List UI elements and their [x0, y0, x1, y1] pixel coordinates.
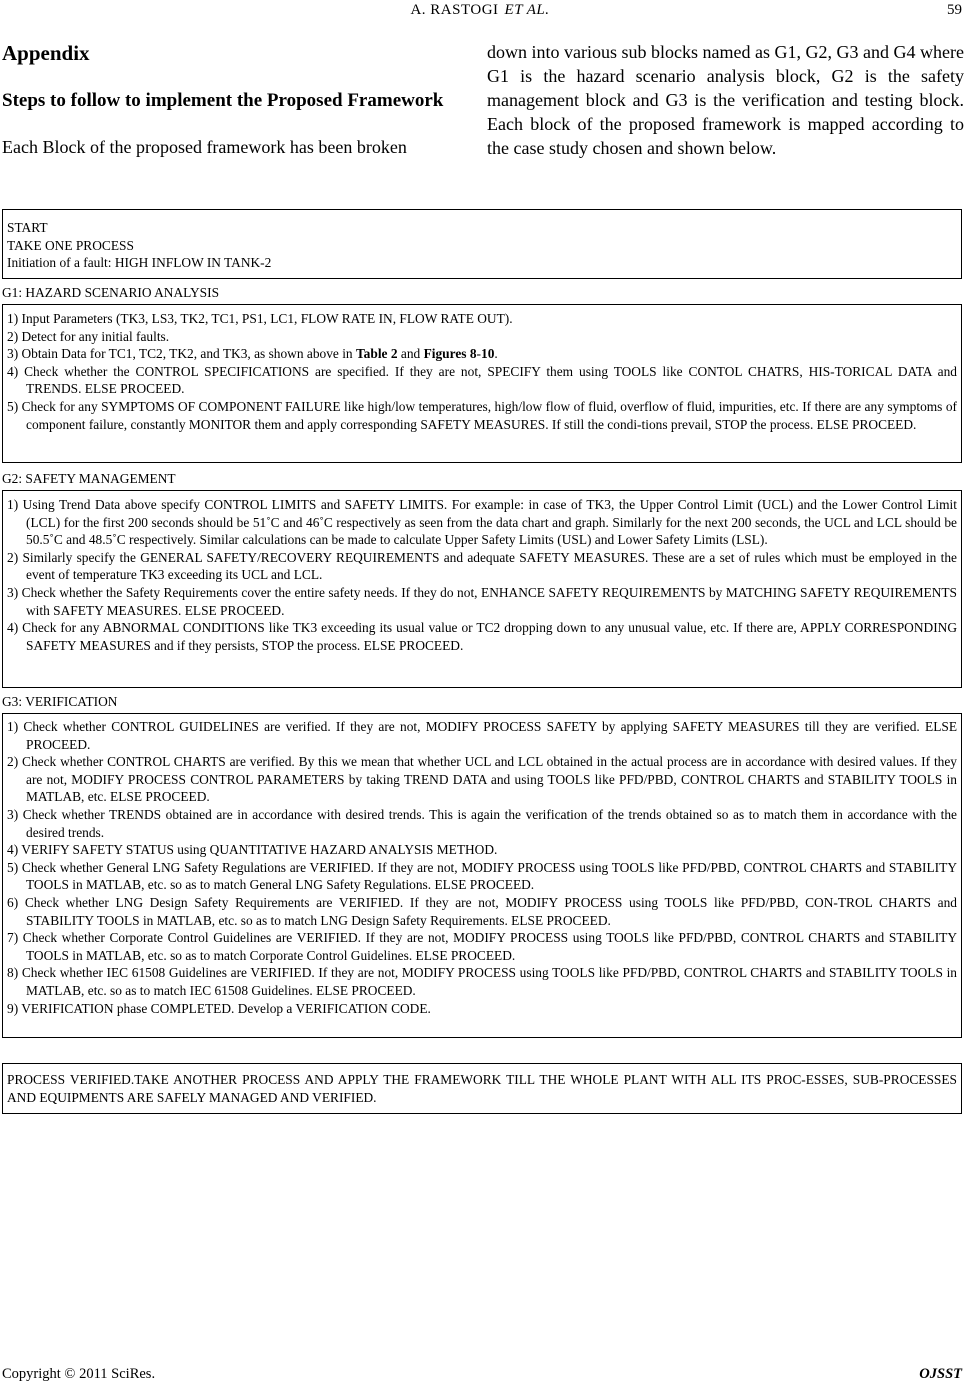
g3-label: G3: VERIFICATION	[2, 694, 118, 709]
steps-heading: Steps to follow to implement the Proposed Framework	[2, 90, 444, 111]
final-box	[2, 1063, 962, 1114]
running-head-et-al: ET AL.	[504, 2, 550, 18]
figures-ref-dash: -	[476, 346, 481, 362]
g3-box	[2, 713, 962, 1038]
g1-label: G1: HAZARD SCENARIO ANALYSIS	[2, 285, 220, 300]
g2-step-2: 2) Similarly specify the GENERAL SAFETY/RECOVERY REQUIREMENTS and adequate SAFETY MEASURES. These are a set of rules which must be employed in the event of temperature TK3 exceeding its UCL and LCL.	[7, 549, 957, 583]
g3-step-6: 6) Check whether LNG Design Safety Requirements are VERIFIED. If they are not, MODIFY PROCESS using TOOLS like PFD/PBD, CON-TROL CHARTS and STABILITY TOOLS in MATLAB, etc. so as to match LNG Design Safety Requirements. ELSE PROCEED.	[7, 894, 957, 928]
g2-steps	[7, 496, 957, 654]
g3-step-1: 1) Check whether CONTROL GUIDELINES are verified. If they are not, MODIFY PROCESS SAFETY by applying SAFETY MEASURES till they are verified. ELSE PROCEED.	[7, 719, 957, 752]
g2-box	[2, 490, 962, 688]
g1-step-3-end: .	[494, 346, 498, 362]
g1-step-2: 2) Detect for any initial faults.	[7, 328, 170, 344]
intro-paragraph-right: down into various sub blocks named as G1, G2, G3 and G4 where G1 is the hazard scenario analysis block, G2 is the safety management block and G3 is the verification and testing block. Each block of the proposed framework is mapped according to the case study chosen and shown below.	[487, 42, 964, 158]
appendix-heading: Appendix	[2, 41, 90, 65]
g2-step-1: 1) Using Trend Data above specify CONTROL LIMITS and SAFETY LIMITS. For example: in case of TK3, the Upper Control Limit (UCL) and the Lower Control Limit (LCL) for the first 200 seconds should be 51˚C and 46˚C respectively as seen from the data chart and graph. Similarly for the next 200 seconds, the UCL and LCL should be 50.5˚C and 48.5˚C respectively. Similar calculations can be made to calculate Upper Safety Limits (USL) and Lower Safety Limits (LSL).	[7, 497, 957, 548]
figures-ref-end: 10	[481, 346, 495, 362]
g1-step-5: 5) Check for any SYMPTOMS OF COMPONENT FAILURE like high/low temperatures, high/low flow of fluid, overflow of fluid, impurities, etc. If there are any symptoms of component failure, constantly MONITOR them and apply corresponding SAFETY MEASURES. If still the condi-tions prevail, STOP the process. ELSE PROCEED.	[7, 398, 957, 432]
g1-box	[2, 304, 962, 463]
running-head	[0, 2, 966, 19]
start-label: START	[7, 220, 48, 235]
g3-step-9: 9) VERIFICATION phase COMPLETED. Develop a VERIFICATION CODE.	[7, 1000, 431, 1016]
g3-steps	[7, 718, 957, 1017]
figures-ref: Figures 8	[423, 346, 477, 362]
g3-step-5: 5) Check whether General LNG Safety Regulations are VERIFIED. If they are not, MODIFY PROCESS using TOOLS like PFD/PBD, CONTROL CHARTS and STABILITY TOOLS in MATLAB, etc. so as to match General LNG Safety Regulations. ELSE PROCEED.	[7, 859, 957, 893]
g3-step-2: 2) Check whether CONTROL CHARTS are verified. By this we mean that whether UCL and LCL obtained in the actual process are in accordance with desired values. If they are not, MODIFY PROCESS CONTROL PARAMETERS by taking TREND DATA and using TOOLS like PFD/PBD, CONTROL CHARTS and STABILITY TOOLS in MATLAB, etc. ELSE PROCEED.	[7, 754, 957, 805]
fault-initiation: Initiation of a fault: HIGH INFLOW IN TANK-2	[7, 255, 272, 270]
running-head-author: A. RASTOGI	[410, 2, 499, 18]
g1-step-3	[7, 345, 957, 363]
intro-paragraph-left: Each Block of the proposed framework has been broken	[2, 137, 407, 157]
intro-left-column	[2, 40, 464, 159]
g2-step-4: 4) Check for any ABNORMAL CONDITIONS like TK3 exceeding its usual value or TC2 dropping down to any unusual value, etc. If there are, APPLY CORRESPONDING SAFETY MEASURES and if they persists, STOP the process. ELSE PROCEED.	[7, 620, 957, 653]
g1-step-4: 4) Check whether the CONTROL SPECIFICATIONS are specified. If they are not, SPECIFY them using TOOLS like CONTOL CHATRS, HIS-TORICAL DATA and TRENDS. ELSE PROCEED.	[7, 363, 957, 397]
table-ref: Table 2	[355, 346, 398, 362]
g1-step-3-and: and	[397, 346, 424, 362]
g2-label: G2: SAFETY MANAGEMENT	[2, 471, 176, 486]
footer-copyright: Copyright © 2011 SciRes.	[2, 1366, 156, 1382]
intro-right-column	[487, 40, 964, 160]
start-box	[2, 209, 962, 279]
g3-step-8: 8) Check whether IEC 61508 Guidelines are VERIFIED. If they are not, MODIFY PROCESS using TOOLS like PFD/PBD, CONTROL CHARTS and STABILITY TOOLS in MATLAB, etc. so as to match IEC 61508 Guidelines. ELSE PROCEED.	[7, 965, 957, 998]
g1-step-3-text: 3) Obtain Data for TC1, TC2, TK2, and TK3, as shown above in	[7, 346, 356, 362]
final-box-text: PROCESS VERIFIED.TAKE ANOTHER PROCESS AND APPLY THE FRAMEWORK TILL THE WHOLE PLANT WITH ALL ITS PROC-ESSES, SUB-PROCESSES AND EQUIPMENTS ARE SAFELY MANAGED AND VERIFIED.	[7, 1072, 957, 1105]
g1-step-1: 1) Input Parameters (TK3, LS3, TK2, TC1, PS1, LC1, FLOW RATE IN, FLOW RATE OUT).	[7, 311, 513, 326]
g1-steps	[7, 310, 957, 433]
g3-step-4: 4) VERIFY SAFETY STATUS using QUANTITATIVE HAZARD ANALYSIS METHOD.	[7, 842, 498, 858]
footer-journal: OJSST	[919, 1366, 962, 1382]
page-number: 59	[947, 2, 962, 18]
g3-step-7: 7) Check whether Corporate Control Guidelines are VERIFIED. If they are not, MODIFY PROCESS using TOOLS like PFD/PBD, CONTROL CHARTS and STABILITY TOOLS in MATLAB, etc. so as to match Corporate Control Guidelines. ELSE PROCEED.	[7, 930, 957, 963]
g2-step-3: 3) Check whether the Safety Requirements cover the entire safety needs. If they do not, ENHANCE SAFETY REQUIREMENTS by MATCHING SAFETY REQUIREMENTS with SAFETY MEASURES. ELSE PROCEED.	[7, 584, 957, 618]
take-one-process: TAKE ONE PROCESS	[7, 237, 134, 253]
g3-step-3: 3) Check whether TRENDS obtained are in accordance with desired trends. This is again the verification of the trends obtained so as to match them in accordance with the desired trends.	[7, 806, 957, 840]
